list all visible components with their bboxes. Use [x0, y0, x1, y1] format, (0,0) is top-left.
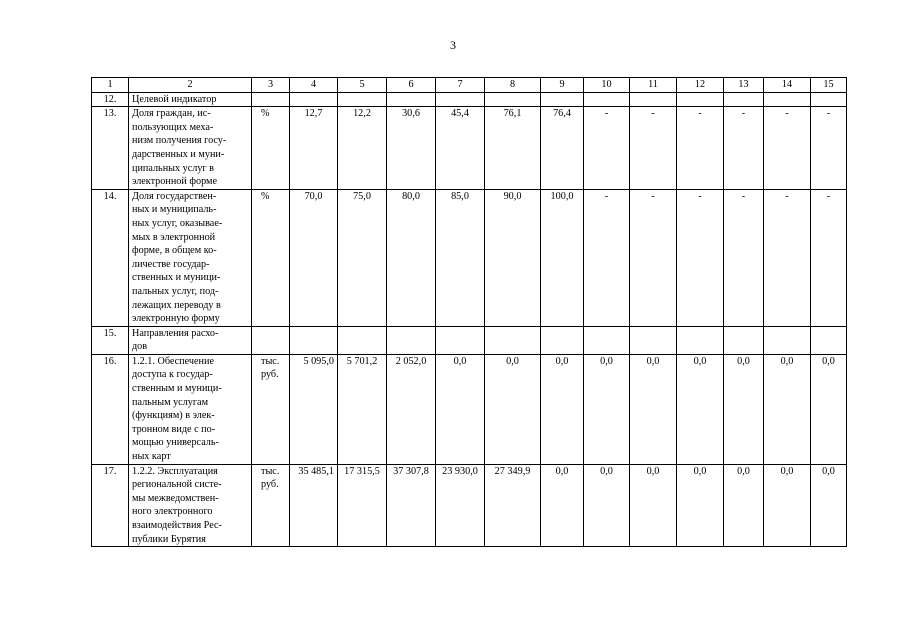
- header-cell: 1: [92, 78, 129, 93]
- value-cell: 2 052,0: [387, 354, 436, 464]
- value-cell: [584, 92, 630, 107]
- value-cell: 37 307,8: [387, 464, 436, 547]
- value-cell: -: [584, 107, 630, 190]
- value-cell: 12,7: [290, 107, 338, 190]
- value-cell: 0,0: [811, 354, 847, 464]
- value-cell: [387, 92, 436, 107]
- header-cell: 15: [811, 78, 847, 93]
- value-cell: [630, 326, 677, 354]
- header-row: [92, 78, 847, 93]
- header-cell: 6: [387, 78, 436, 93]
- header-cell: 4: [290, 78, 338, 93]
- value-cell: [677, 92, 724, 107]
- header-cell: 11: [630, 78, 677, 93]
- value-cell: 5 095,0: [290, 354, 338, 464]
- row-number-cell: 14.: [92, 189, 129, 326]
- value-cell: 0,0: [724, 464, 764, 547]
- value-cell: -: [811, 107, 847, 190]
- value-cell: -: [677, 107, 724, 190]
- unit-cell: %: [252, 107, 290, 190]
- value-cell: 12,2: [338, 107, 387, 190]
- value-cell: 0,0: [677, 464, 724, 547]
- value-cell: [724, 326, 764, 354]
- row-name-cell: 1.2.2. Эксплуатация региональной систе- мы межведомствен- ного электронного взаимодействия Рес- публики Бурятия: [129, 464, 252, 547]
- value-cell: 0,0: [541, 464, 584, 547]
- value-cell: 76,4: [541, 107, 584, 190]
- header-cell: 12: [677, 78, 724, 93]
- value-cell: [541, 326, 584, 354]
- value-cell: [724, 92, 764, 107]
- value-cell: 0,0: [811, 464, 847, 547]
- value-cell: [584, 326, 630, 354]
- unit-cell: тыс. руб.: [252, 464, 290, 547]
- value-cell: 70,0: [290, 189, 338, 326]
- value-cell: [811, 326, 847, 354]
- unit-cell: тыс. руб.: [252, 354, 290, 464]
- indicator-table: [91, 77, 847, 547]
- value-cell: [436, 92, 485, 107]
- row-name-cell: Доля граждан, ис- пользующих меха- низм получения госу- дарственных и муни- ципальных услуг в электронной форме: [129, 107, 252, 190]
- row-number-cell: 12.: [92, 92, 129, 107]
- value-cell: [811, 92, 847, 107]
- row-number-cell: 16.: [92, 354, 129, 464]
- value-cell: 0,0: [724, 354, 764, 464]
- value-cell: 0,0: [485, 354, 541, 464]
- value-cell: [541, 92, 584, 107]
- value-cell: [338, 326, 387, 354]
- value-cell: [290, 92, 338, 107]
- row-name-cell: 1.2.1. Обеспечение доступа к государ- ственным и муници- пальным услугам (функциям) в элек- тронном виде с по- мощью универсаль- ных карт: [129, 354, 252, 464]
- header-cell: 9: [541, 78, 584, 93]
- value-cell: 75,0: [338, 189, 387, 326]
- header-cell: 7: [436, 78, 485, 93]
- value-cell: -: [764, 189, 811, 326]
- value-cell: 17 315,5: [338, 464, 387, 547]
- header-cell: 2: [129, 78, 252, 93]
- value-cell: -: [724, 189, 764, 326]
- value-cell: [485, 326, 541, 354]
- value-cell: 0,0: [584, 464, 630, 547]
- value-cell: 27 349,9: [485, 464, 541, 547]
- header-cell: 5: [338, 78, 387, 93]
- table-row: [92, 92, 847, 107]
- header-cell: 3: [252, 78, 290, 93]
- value-cell: -: [584, 189, 630, 326]
- table-row: [92, 326, 847, 354]
- value-cell: 35 485,1: [290, 464, 338, 547]
- value-cell: 0,0: [764, 464, 811, 547]
- value-cell: [485, 92, 541, 107]
- table-row: [92, 107, 847, 190]
- value-cell: 90,0: [485, 189, 541, 326]
- value-cell: -: [811, 189, 847, 326]
- value-cell: 0,0: [764, 354, 811, 464]
- table-row: [92, 354, 847, 464]
- value-cell: [290, 326, 338, 354]
- value-cell: 0,0: [677, 354, 724, 464]
- unit-cell: [252, 326, 290, 354]
- header-cell: 8: [485, 78, 541, 93]
- row-name-cell: Доля государствен- ных и муниципаль- ных услуг, оказывае- мых в электронной форме, в общем ко- личестве государ- ственных и муници- пальных услуг, под- лежащих переводу в электронную форму: [129, 189, 252, 326]
- value-cell: 80,0: [387, 189, 436, 326]
- value-cell: 0,0: [541, 354, 584, 464]
- value-cell: -: [764, 107, 811, 190]
- value-cell: 0,0: [630, 354, 677, 464]
- unit-cell: %: [252, 189, 290, 326]
- value-cell: -: [630, 189, 677, 326]
- header-cell: 14: [764, 78, 811, 93]
- value-cell: -: [630, 107, 677, 190]
- value-cell: [387, 326, 436, 354]
- value-cell: 0,0: [584, 354, 630, 464]
- row-name-cell: Направления расхо- дов: [129, 326, 252, 354]
- value-cell: 5 701,2: [338, 354, 387, 464]
- value-cell: 0,0: [436, 354, 485, 464]
- header-cell: 13: [724, 78, 764, 93]
- value-cell: -: [677, 189, 724, 326]
- value-cell: [338, 92, 387, 107]
- table-row: [92, 464, 847, 547]
- value-cell: [436, 326, 485, 354]
- page-number: 3: [450, 38, 456, 52]
- value-cell: [630, 92, 677, 107]
- value-cell: 100,0: [541, 189, 584, 326]
- header-cell: 10: [584, 78, 630, 93]
- value-cell: [677, 326, 724, 354]
- value-cell: 85,0: [436, 189, 485, 326]
- value-cell: 45,4: [436, 107, 485, 190]
- value-cell: 30,6: [387, 107, 436, 190]
- value-cell: 0,0: [630, 464, 677, 547]
- value-cell: [764, 326, 811, 354]
- row-name-cell: Целевой индикатор: [129, 92, 252, 107]
- row-number-cell: 17.: [92, 464, 129, 547]
- row-number-cell: 15.: [92, 326, 129, 354]
- value-cell: 23 930,0: [436, 464, 485, 547]
- unit-cell: [252, 92, 290, 107]
- value-cell: [764, 92, 811, 107]
- table-row: [92, 189, 847, 326]
- row-number-cell: 13.: [92, 107, 129, 190]
- value-cell: 76,1: [485, 107, 541, 190]
- value-cell: -: [724, 107, 764, 190]
